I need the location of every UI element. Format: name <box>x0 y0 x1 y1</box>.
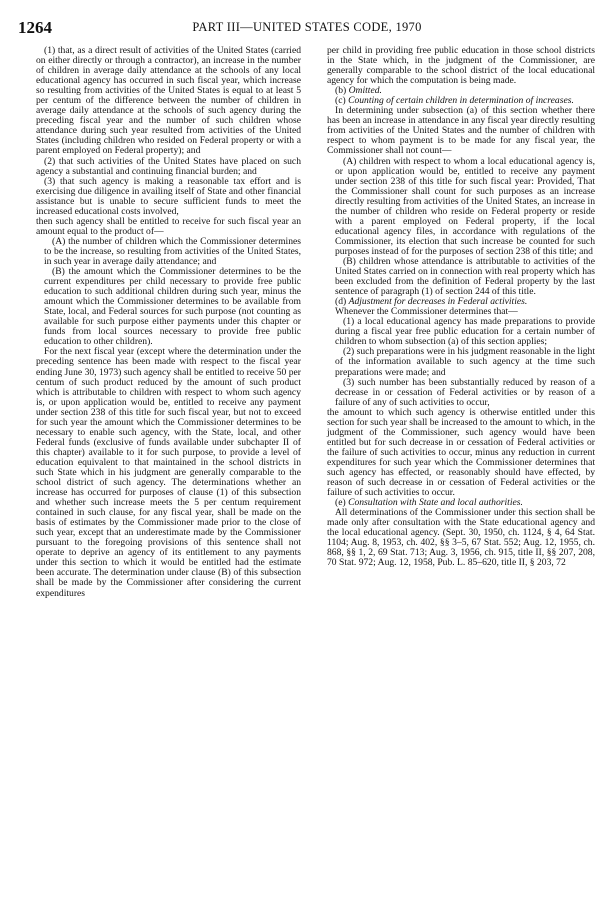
subsection-label: (d) <box>335 296 347 308</box>
running-title: PART III—UNITED STATES CODE, 1970 <box>192 20 422 34</box>
page-header <box>18 18 596 38</box>
paragraph: For the next fiscal year (except where the determination under the preceding sentence has been made with respect to the fiscal year ending June 30, 1973) such agency shall be entitled to receive 50 per centum of such product reduced by the amount of such product which is attributable to children with respect to whom such agency is, or upon application would be, entitled to receive any payment under section 238 of this title for such fiscal year, but not to exceed for such year the amount which the Commissioner determines to be necessary to enable such agency, with the State, local, and other Federal funds (exclusive of funds available under subchapter II of this chapter) available to it for such purpose, to provide a level of education equivalent to that maintained in the school districts in such State which in his judgment are generally comparable to the school district of such agency. The determinations whether an increase has occurred for purposes of clause (1) of this subsection and whether such increase meets the 5 per centum requirement contained in such clause, for any fiscal year, shall be made on the basis of estimates by the Commissioner made prior to the close of such year, except that an underestimate made by the Commissioner pursuant to the foregoing provisions of this sentence shall not operate to deprive an agency of its entitlement to any payments under this section to which it would be entitled had the estimate been accurate. The determination under clause (B) of this subsection shall be made by the Commissioner after considering the current expenditures <box>36 346 301 599</box>
page-number: 1264 <box>18 18 52 37</box>
left-column <box>36 46 301 599</box>
paragraph: (3) such number has been substantially reduced by reason of a decrease in or cessation of Federal activities or by reason of a failure of any of such activities to occur, <box>335 376 595 408</box>
paragraph: (B) children whose attendance is attributable to activities of the United States carried on in connection with real property which has been excluded from the definition of Federal property by the last sentence of paragraph (1) of section 244 of this title. <box>335 255 595 298</box>
paragraph: (B) the amount which the Commissioner determines to be the current expenditures per child necessary to provide free public education to such additional children during such year, minus the amount which the Commissioner determines to be available from State, local, and Federal sources for such purpose (not counting as available for such purpose either payments under this chapter or funds from local sources necessary to provide free public education to other children). <box>44 266 301 348</box>
paragraph: (1) that, as a direct result of activities of the United States (carried on either directly or through a contractor), an increase in the number of children in average daily attendance at the schools of any local educational agency has occurred in such fiscal year, which increase so resulting from activities of the United States is equal to at least 5 per centum of the difference between the number of children in average daily attendance at the schools of such agency during the preceding fiscal year and the number of such children whose attendance during such year resulted from activities of the United States (including children who resided on Federal property or with a parent employed on Federal property); and <box>36 45 301 157</box>
paragraph: (2) that such activities of the United States have placed on such agency a substantial and continuing financial burden; and <box>36 155 301 177</box>
paragraph: the amount to which such agency is otherwise entitled under this section for such year shall be increased to the amount to which, in the judgment of the Commissioner, such agency would have been entitled but for such decrease in or cessation of Federal activities or the failure of such activities to occur, minus any reduction in current expenditures for such year which the Commissioner determines that such agency has effected, or reasonably should have effected, by reason of such decrease in or cessation of Federal activities or the failure of such activities to occur. <box>327 406 595 499</box>
paragraph: In determining under subsection (a) of this section whether there has been an increase in attendance in any fiscal year directly resulting from activities of the United States and the number of children with respect to whom payment is to be made for any fiscal year, the Commissioner shall not count— <box>327 105 595 157</box>
paragraph: (1) a local educational agency has made preparations to provide during a fiscal year free public education for a certain number of children to whom subsection (a) of this section applies; <box>335 316 595 348</box>
paragraph: (A) children with respect to whom a local educational agency is, or upon application would be, entitled to receive any payment under section 238 of this title for such fiscal year: Provided, That the Commissioner shall count for such purposes as an increase directly resulting from activities of the United States, an increase in the number of children who reside on Federal property or reside with a parent employed on Federal property, if the local educational agency files, in accordance with regulations of the Commissioner, its election that such increase be counted for such purposes instead of for the purposes of section 238 of this title; and <box>335 155 595 257</box>
paragraph: (A) the number of children which the Commissioner determines to be the increase, so resulting from activities of the United States, in such year in average daily attendance; and <box>44 235 301 267</box>
subsection-label: (e) <box>335 497 346 509</box>
right-column <box>327 46 595 568</box>
subsection-title: Counting of certain children in determination of increases. <box>348 95 574 107</box>
subsection-title: Omitted. <box>348 85 382 97</box>
paragraph: All determinations of the Commissioner under this section shall be made only after consultation with the State educational agency and the local educational agency. (Sept. 30, 1950, ch. 1124, § 4, 64 Stat. 1104; Aug. 8, 1953, ch. 402, §§ 3–5, 67 Stat. 552; Aug. 12, 1955, ch. 868, §§ 1, 2, 69 Stat. 713; Aug. 3, 1956, ch. 915, title II, §§ 207, 208, 70 Stat. 972; Aug. 12, 1958, Pub. L. 85–620, title II, § 203, 72 <box>327 507 595 569</box>
subsection-label: (b) <box>335 85 347 97</box>
paragraph: per child in providing free public education in those school districts in the State which, in the judgment of the Commissioner, are generally comparable to the school district of the local educational agency for which the computation is being made. <box>327 45 595 87</box>
subsection-label: (c) <box>335 95 346 107</box>
subsection-title: Consultation with State and local authorities. <box>348 497 523 509</box>
paragraph: (2) such preparations were in his judgment reasonable in the light of the information available to such agency at the time such preparations were made; and <box>335 346 595 378</box>
paragraph: then such agency shall be entitled to receive for such fiscal year an amount equal to the product of— <box>36 215 301 237</box>
paragraph: Whenever the Commissioner determines that— <box>335 306 518 318</box>
paragraph: (3) that such agency is making a reasonable tax effort and is exercising due diligence in availing itself of State and other financial assistance but is unable to secure sufficient funds to meet the increased educational costs involved, <box>36 175 301 217</box>
subsection-title: Adjustment for decreases in Federal activities. <box>348 296 528 308</box>
